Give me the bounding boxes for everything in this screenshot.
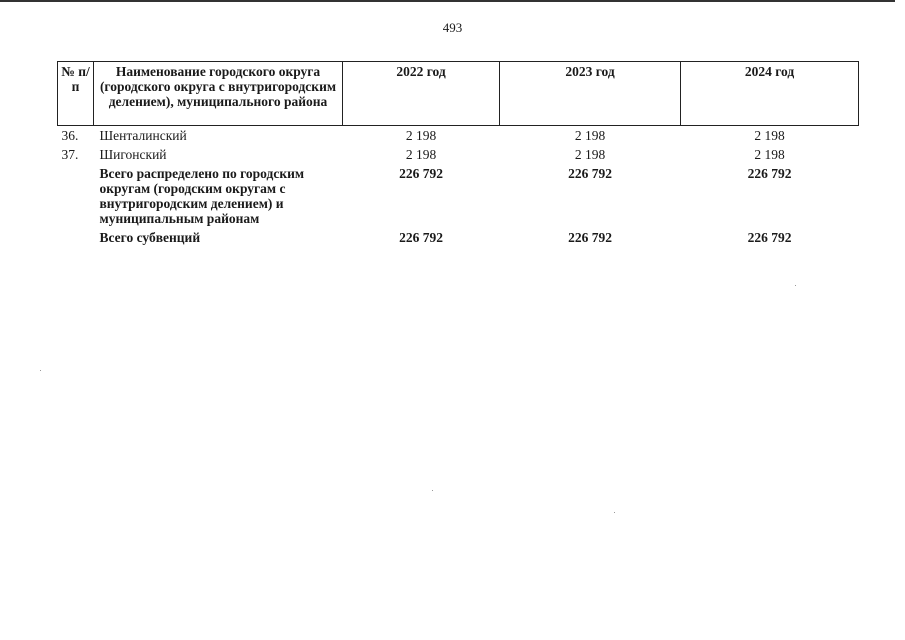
- header-2023: 2023 год: [500, 62, 681, 126]
- row-number-empty: [58, 228, 94, 247]
- header-num: № п/п: [58, 62, 94, 126]
- scan-speck: [432, 490, 433, 491]
- table-row: [58, 145, 859, 164]
- header-name: Наименование городского округа (городского округа с внутригородским делением), муниципального района: [94, 62, 343, 126]
- table-row: [58, 126, 859, 146]
- row-value-2024: 2 198: [754, 128, 785, 143]
- total-value-2023: 226 792: [568, 166, 612, 181]
- total-value-2022: 226 792: [399, 166, 443, 181]
- row-name: Шигонский: [99, 147, 167, 162]
- scan-speck: [40, 370, 41, 371]
- row-value-2022: 2 198: [405, 128, 437, 143]
- top-border-line: [0, 0, 895, 2]
- total-value-2024: 226 792: [747, 230, 792, 245]
- header-2024: 2024 год: [681, 62, 859, 126]
- page-number: 493: [442, 20, 463, 35]
- total-name: Всего распределено по городским округам (городским округам с внутригородским делением) и муниципальным районам: [99, 166, 305, 226]
- subvention-table: [57, 61, 859, 247]
- row-value-2023: 2 198: [574, 147, 606, 162]
- scan-speck: [795, 285, 796, 286]
- row-value-2022: 2 198: [405, 147, 437, 162]
- total-value-2022: 226 792: [399, 230, 443, 245]
- row-value-2024: 2 198: [754, 147, 785, 162]
- total-value-2024: 226 792: [747, 166, 792, 181]
- total-row-distributed: [58, 164, 859, 228]
- scan-speck: [614, 512, 615, 513]
- total-name: Всего субвенций: [99, 230, 201, 245]
- row-number: 37.: [61, 147, 79, 162]
- row-number: 36.: [61, 128, 79, 143]
- header-2022: 2022 год: [343, 62, 500, 126]
- row-number-empty: [58, 164, 94, 228]
- table-header-row: [58, 62, 859, 126]
- row-name: Шенталинский: [99, 128, 187, 143]
- row-value-2023: 2 198: [574, 128, 606, 143]
- total-value-2023: 226 792: [568, 230, 612, 245]
- total-row-subventions: [58, 228, 859, 247]
